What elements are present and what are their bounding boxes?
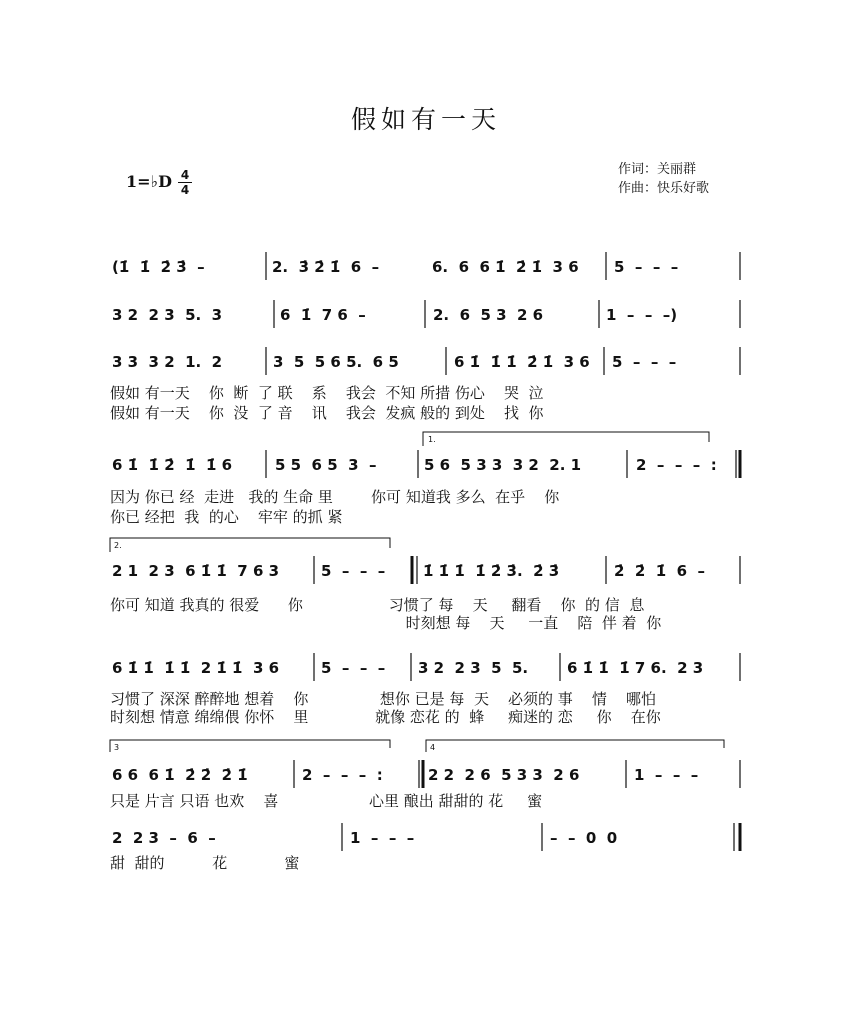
lyric-line: 假如 有一天 你 没 了 音 讯 我会 发疯 般的 到处 找 你: [110, 404, 544, 422]
system-1: [112, 252, 740, 280]
volta-bracket: [110, 538, 390, 552]
system-4: [110, 432, 740, 526]
lyric-line: 你已 经把 我 的心 牢牢 的抓 紧: [110, 508, 343, 526]
measure-1-4: 5 – – –: [614, 258, 679, 276]
measure-7-3: 2 2 2 6 5 3 3 2 6: [428, 766, 580, 784]
time-signature-top: 4: [180, 168, 190, 182]
measure-3-2: 3 5 5 6 5. 6 5: [273, 353, 399, 371]
measure-2-3: 2. 6 5 3 2 6: [433, 306, 544, 324]
system-3: [110, 347, 740, 422]
measure-6-1: 6 1̇ 1̇ 1̇ 1̇ 2 1̇ 1̇ 3 6: [112, 659, 280, 677]
system-6: [110, 653, 740, 726]
measure-7-4: 1 – – –: [634, 766, 699, 784]
measure-4-2: 5 5 6 5 3 –: [275, 456, 377, 474]
measure-3-1: 3 3 3 2 1. 2: [112, 353, 223, 371]
volta-label: 4: [430, 743, 436, 752]
measure-4-3: 5 6 5 3 3 3 2 2. 1: [424, 456, 582, 474]
measure-6-4: 6 1̇ 1̇ 1̇ 7 6. 2 3: [567, 659, 704, 677]
measure-5-1: 2 1 2 3 6 1̇ 1̇ 7 6 3: [112, 562, 280, 580]
lyric-line: 甜 甜的 花 蜜: [110, 854, 300, 872]
song-title: 假如有一天: [350, 105, 501, 134]
volta-label: 1.: [428, 435, 436, 444]
volta-bracket: [426, 740, 724, 752]
lyric-line: 你可 知道 我真的 很爱 你 习惯了 每 天 翻看 你 的 信 息: [110, 596, 645, 614]
lyric-line: 习惯了 深深 醉醉地 想着 你 想你 已是 每 天 必须的 事 情 哪怕: [110, 690, 656, 708]
measure-7-2: 2 – – – :: [302, 766, 383, 784]
system-2: [112, 300, 740, 328]
system-8: [110, 823, 740, 872]
lyric-line: 时刻想 情意 绵绵偎 你怀 里 就像 恋花 的 蜂 痴迷的 恋 你 在你: [110, 708, 661, 726]
volta-label: 2.: [114, 541, 122, 550]
volta-label: 3: [114, 743, 120, 752]
measure-3-4: 5 – – –: [612, 353, 677, 371]
system-7: [110, 740, 740, 810]
volta-bracket: [110, 740, 390, 752]
system-5: [110, 538, 740, 632]
volta-bracket: [423, 432, 709, 446]
composer-credit: 作曲：快乐好歌: [618, 181, 710, 196]
measure-5-2: 5 – – –: [321, 562, 386, 580]
measure-5-4: 2̇ 2̇ 1̇ 6 –: [614, 562, 706, 580]
measure-3-3: 6 1̇ 1̇ 1̇ 2̇ 1̇ 3 6: [454, 353, 590, 371]
measure-1-1: (1̇ 1̇ 2̇ 3̇ –: [112, 258, 205, 276]
lyric-line: 时刻想 每 天 一直 陪 伴 着 你: [110, 614, 662, 632]
measure-8-1: 2 2 3 – 6 –: [112, 829, 216, 847]
measure-2-1: 3 2 2 3 5. 3: [112, 306, 223, 324]
measure-2-4: 1 – – –): [606, 306, 678, 324]
lyric-line: 只是 片言 只语 也欢 喜 心里 酿出 甜甜的 花 蜜: [110, 792, 543, 810]
measure-7-1: 6 6 6 1̇ 2̇ 2̇ 2̇ 1̇: [112, 766, 248, 784]
measure-6-3: 3 2 2 3 5 5.: [418, 659, 529, 677]
measure-8-2: 1 – – –: [350, 829, 415, 847]
lyricist-credit: 作词：关丽群: [618, 162, 697, 177]
lyric-line: 因为 你已 经 走进 我的 生命 里 你可 知道我 多么 在乎 你: [110, 488, 560, 506]
measure-8-3: – – 0 0: [550, 829, 618, 847]
measure-2-2: 6 1̇ 7 6 –: [280, 306, 366, 324]
key-signature: 1=♭D: [126, 172, 172, 191]
measure-1-3: 6. 6 6 1̇ 2̇ 1̇ 3 6: [432, 258, 579, 276]
measure-1-2: 2. 3̇ 2̇ 1̇ 6 –: [272, 258, 380, 276]
measure-4-4: 2 – – – :: [636, 456, 717, 474]
measure-4-1: 6 1̇ 1̇ 2̇ 1̇ 1̇ 6: [112, 456, 233, 474]
time-signature-bottom: 4: [180, 183, 190, 197]
measure-5-3: 1̇ 1̇ 1̇ 1̇ 2̇ 3̇. 2̇ 3̇: [423, 562, 560, 580]
measure-6-2: 5 – – –: [321, 659, 386, 677]
lyric-line: 假如 有一天 你 断 了 联 系 我会 不知 所措 伤心 哭 泣: [110, 384, 544, 402]
